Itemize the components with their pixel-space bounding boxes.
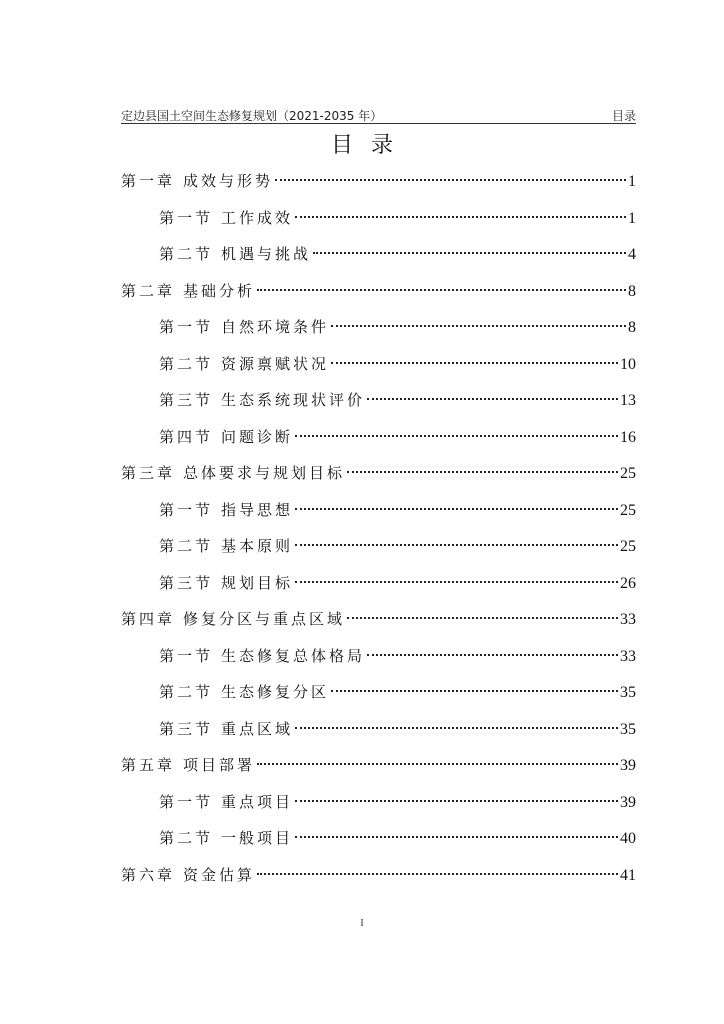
- toc-entry-label: [159, 200, 293, 237]
- toc-entry-label: [159, 638, 365, 675]
- toc-page-number: 1: [628, 173, 636, 190]
- toc-page-number: 4: [628, 246, 636, 263]
- toc-dot-leader: [295, 508, 618, 510]
- toc-entry-number: 第一章: [121, 172, 176, 190]
- toc-dot-leader: [367, 398, 618, 400]
- toc-entry-number: 第四节: [159, 427, 214, 446]
- toc-entry-title: 机遇与挑战: [221, 245, 312, 263]
- toc-entry-title: 规划目标: [221, 573, 294, 592]
- toc-section-entry[interactable]: [121, 711, 636, 748]
- toc-dot-leader: [257, 763, 618, 765]
- toc-page-number: 39: [620, 757, 636, 774]
- toc-entry-title: 一般项目: [221, 829, 294, 847]
- toc-entry-number: 第二章: [121, 281, 176, 300]
- toc-section-entry[interactable]: [121, 784, 636, 821]
- toc-section-entry[interactable]: [121, 638, 636, 675]
- toc-section-entry[interactable]: [121, 528, 636, 565]
- toc-page-number: 25: [620, 501, 636, 519]
- toc-entry-title: 生态修复总体格局: [221, 646, 366, 665]
- toc-entry-title: 项目部署: [183, 756, 256, 774]
- toc-entry-number: 第二节: [159, 683, 214, 701]
- toc-entry-title: 自然环境条件: [221, 318, 330, 336]
- toc-entry-title: 修复分区与重点区域: [183, 610, 346, 628]
- toc-chapter-entry[interactable]: [121, 747, 636, 784]
- toc-entry-title: 重点项目: [221, 792, 294, 811]
- header-divider: [121, 123, 636, 124]
- toc-entry-number: 第二节: [159, 829, 214, 847]
- toc-page-number: 8: [628, 282, 636, 300]
- toc-entry-title: 成效与形势: [183, 172, 274, 190]
- toc-entry-label: [121, 857, 255, 894]
- toc-dot-leader: [295, 836, 618, 838]
- toc-chapter-entry[interactable]: [121, 601, 636, 638]
- toc-section-entry[interactable]: [121, 419, 636, 456]
- toc-dot-leader: [367, 654, 618, 656]
- toc-entry-label: [121, 747, 255, 784]
- toc-entry-label: [159, 820, 293, 857]
- toc-entry-number: 第二节: [159, 245, 214, 263]
- toc-section-entry[interactable]: [121, 236, 636, 273]
- toc-entry-label: [159, 309, 329, 346]
- toc-entry-title: 工作成效: [221, 208, 294, 227]
- toc-entry-number: 第一节: [159, 646, 214, 665]
- toc-entry-title: 重点区域: [221, 719, 294, 738]
- toc-entry-title: 总体要求与规划目标: [183, 464, 346, 482]
- toc-entry-title: 基础分析: [183, 281, 256, 300]
- toc-dot-leader: [257, 873, 618, 875]
- toc-dot-leader: [295, 800, 618, 802]
- toc-section-entry[interactable]: [121, 565, 636, 602]
- toc-entry-title: 生态系统现状评价: [221, 391, 366, 409]
- toc-dot-leader: [295, 727, 618, 729]
- toc-page-number: 25: [620, 465, 636, 482]
- toc-entry-label: [159, 346, 329, 383]
- toc-chapter-entry[interactable]: [121, 273, 636, 310]
- page-number: I: [360, 918, 364, 929]
- toc-section-entry[interactable]: [121, 492, 636, 529]
- toc-entry-label: [121, 455, 345, 492]
- toc-entry-number: 第二节: [159, 354, 214, 373]
- document-title: 定边县国土空间生态修复规划（2021-2035 年）: [121, 109, 383, 123]
- toc-chapter-entry[interactable]: [121, 163, 636, 200]
- toc-entry-label: [159, 711, 293, 748]
- toc-entry-number: 第一节: [159, 500, 214, 519]
- toc-page-number: 26: [620, 574, 636, 592]
- toc-page-number: 33: [620, 647, 636, 665]
- toc-entry-label: [159, 565, 293, 602]
- toc-entry-label: [121, 163, 273, 200]
- header-section-name: 目录: [611, 109, 636, 123]
- toc-entry-label: [159, 528, 293, 565]
- toc-entry-label: [159, 382, 365, 419]
- toc-section-entry[interactable]: [121, 309, 636, 346]
- toc-section-entry[interactable]: [121, 200, 636, 237]
- toc-section-entry[interactable]: [121, 674, 636, 711]
- toc-entry-label: [159, 419, 293, 456]
- toc-entry-number: 第三节: [159, 573, 214, 592]
- toc-page-number: 35: [620, 684, 636, 701]
- toc-page-number: 8: [628, 319, 636, 336]
- toc-page-number: 35: [620, 720, 636, 738]
- toc-entry-number: 第三节: [159, 719, 214, 738]
- toc-dot-leader: [331, 362, 618, 364]
- toc-page-number: 41: [620, 866, 636, 884]
- toc-section-entry[interactable]: [121, 820, 636, 857]
- toc-dot-leader: [295, 216, 626, 218]
- toc-page-number: 39: [620, 793, 636, 811]
- toc-entry-title: 资源禀赋状况: [221, 354, 330, 373]
- toc-dot-leader: [347, 617, 618, 619]
- toc-section-entry[interactable]: [121, 346, 636, 383]
- toc-entry-label: [159, 236, 311, 273]
- toc-page-number: 40: [620, 830, 636, 847]
- toc-entry-number: 第一节: [159, 792, 214, 811]
- toc-chapter-entry[interactable]: [121, 857, 636, 894]
- toc-entry-number: 第四章: [121, 610, 176, 628]
- toc-entry-title: 资金估算: [183, 865, 256, 884]
- toc-entry-label: [159, 784, 293, 821]
- toc-entry-number: 第一节: [159, 318, 214, 336]
- toc-entry-number: 第五章: [121, 756, 176, 774]
- toc-dot-leader: [347, 471, 618, 473]
- toc-entry-label: [121, 601, 345, 638]
- toc-entry-number: 第一节: [159, 208, 214, 227]
- toc-section-entry[interactable]: [121, 382, 636, 419]
- toc-entry-number: 第二节: [159, 537, 214, 555]
- toc-page-number: 1: [628, 209, 636, 227]
- toc-dot-leader: [295, 581, 618, 583]
- toc-entry-title: 生态修复分区: [221, 683, 330, 701]
- toc-entry-title: 问题诊断: [221, 427, 294, 446]
- toc-entry-number: 第三章: [121, 464, 176, 482]
- toc-entry-number: 第六章: [121, 865, 176, 884]
- toc-chapter-entry[interactable]: [121, 455, 636, 492]
- toc-page-number: 10: [620, 355, 636, 373]
- toc-page-number: 33: [620, 611, 636, 628]
- toc-dot-leader: [257, 289, 626, 291]
- toc-entry-title: 基本原则: [221, 537, 294, 555]
- toc-entry-number: 第三节: [159, 391, 214, 409]
- toc-dot-leader: [313, 252, 626, 254]
- toc-dot-leader: [295, 544, 618, 546]
- page-header: [121, 104, 636, 124]
- toc-dot-leader: [275, 179, 626, 181]
- toc-page-number: 16: [620, 428, 636, 446]
- toc-dot-leader: [331, 325, 626, 327]
- toc-heading: 目录: [330, 133, 411, 158]
- toc-entry-label: [121, 273, 255, 310]
- toc-dot-leader: [331, 690, 618, 692]
- toc-page-number: 25: [620, 538, 636, 555]
- toc-dot-leader: [295, 435, 618, 437]
- toc-entry-title: 指导思想: [221, 500, 294, 519]
- table-of-contents: [121, 163, 636, 893]
- toc-page-number: 13: [620, 392, 636, 409]
- toc-entry-label: [159, 674, 329, 711]
- toc-entry-label: [159, 492, 293, 529]
